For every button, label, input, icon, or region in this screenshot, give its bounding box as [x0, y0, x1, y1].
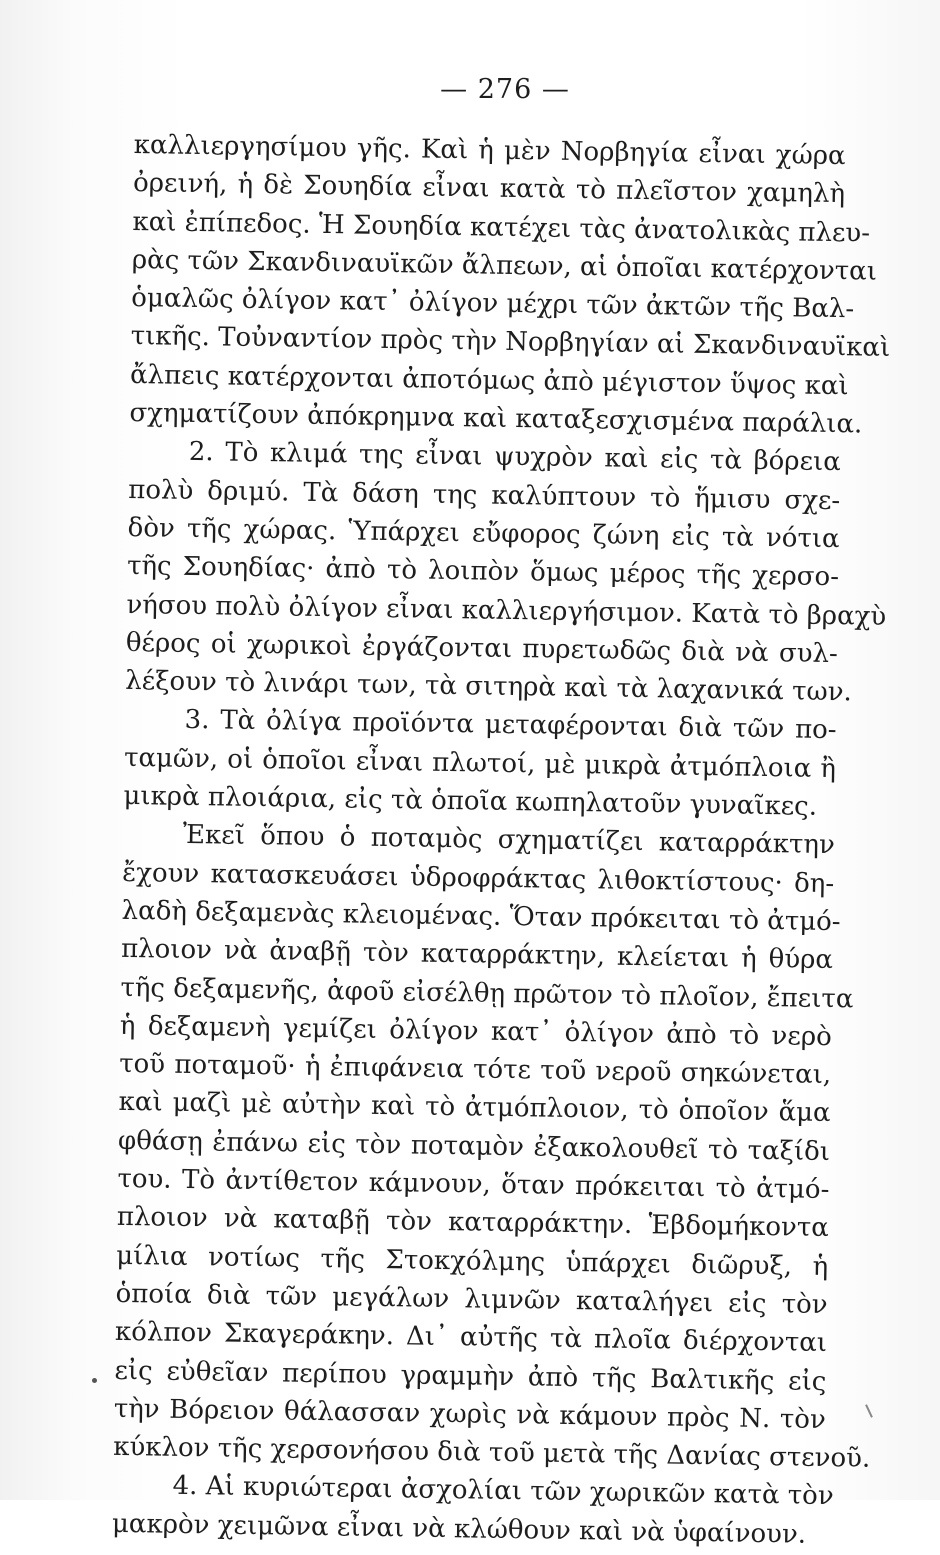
text-line: ὁποία διὰ τῶν μεγάλων λιμνῶν καταλήγει εἰς τὸν — [115, 1278, 828, 1320]
text-line: Ἐκεῖ ὅπου ὁ ποταμὸς σχηματίζει καταρράκτην — [182, 820, 836, 861]
ink-speck — [92, 1378, 97, 1383]
text-line: ἡ δεξαμενὴ γεμίζει ὀλίγον κατ᾽ ὀλίγον ἀπὸ τὸ νερὸ — [119, 1010, 833, 1052]
text-line: 3. Τὰ ὀλίγα προϊόντα μεταφέρονται διὰ τῶν πο- — [184, 705, 837, 746]
text-line: καλλιεργησίμου γῆς. Καὶ ἡ μὲν Νορβηγία εἶναι χώρα — [133, 129, 846, 172]
text-line: κύκλον τῆς χερσονήσου διὰ τοῦ μετὰ τῆς Δανίας στενοῦ. — [113, 1431, 871, 1474]
text-line: νήσου πολὺ ὀλίγον εἶναι καλλιεργήσιμον. Κατὰ τὸ βραχὺ — [126, 589, 887, 632]
text-line: λέξουν τὸ λινάρι των, τὰ σιτηρὰ καὶ τὰ λαχανικά των. — [125, 666, 853, 708]
text-line: δὸν τῆς χώρας. Ὑπάρχει εὔφορος ζώνη εἰς τὰ νότια — [127, 512, 840, 555]
text-line: καὶ μαζὶ μὲ αὐτὴν καὶ τὸ ἀτμόπλοιον, τὸ ὁποῖον ἅμα — [118, 1087, 831, 1129]
text-line: ὁμαλῶς ὀλίγον κατ᾽ ὀλίγον μέχρι τῶν ἀκτῶν τῆς Βαλ- — [131, 283, 855, 325]
ink-mark — [865, 1404, 873, 1418]
text-line: λαδὴ δεξαμενὰς κλειομένας. Ὅταν πρόκειται τὸ ἀτμό- — [121, 895, 841, 938]
text-line: 4. Αἱ κυριώτεραι ἀσχολίαι τῶν χωρικῶν κατὰ τὸν — [172, 1471, 834, 1512]
text-line: μακρὸν χειμῶνα εἶναι νὰ κλώθουν καὶ νὰ ὑφαίνουν. — [111, 1508, 807, 1550]
text-line: ρὰς τῶν Σκανδιναυϊκῶν ἄλπεων, αἱ ὁποῖαι κατέρχονται — [131, 244, 878, 287]
text-line: τῆς δεξαμενῆς, ἀφοῦ εἰσέλθῃ πρῶτον τὸ πλοῖον, ἔπειτα — [120, 972, 854, 1014]
text-line: σχηματίζουν ἀπόκρημνα καὶ καταξεσχισμένα παράλια. — [129, 398, 863, 440]
page-number: — 276 — — [440, 74, 570, 105]
text-line: πλοιον νὰ ἀναβῇ τὸν καταρράκτην, κλείεται ἡ θύρα — [120, 934, 834, 976]
text-line: εἰς εὐθεῖαν περίπου γραμμὴν ἀπὸ τῆς Βαλτικῆς εἰς — [114, 1355, 827, 1397]
text-line: ὀρεινή, ἡ δὲ Σουηδία εἶναι κατὰ τὸ πλεῖστον χαμηλὴ — [132, 168, 846, 210]
text-line: πολὺ δριμύ. Τὰ δάση της καλύπτουν τὸ ἥμισυ σχε- — [128, 474, 841, 516]
text-line: 2. Τὸ κλιμά της εἶναι ψυχρὸν καὶ εἰς τὰ βόρεια — [188, 437, 842, 478]
text-line: θέρος οἱ χωρικοὶ ἐργάζονται πυρετωδῶς διὰ νὰ συλ- — [125, 627, 839, 669]
text-line: ἔχουν κατασκευάσει ὑδροφράκτας λιθοκτίστους· δη- — [122, 857, 835, 899]
text-line: ἄλπεις κατέρχονται ἀποτόμως ἀπὸ μέγιστον ὕψος καὶ — [129, 359, 849, 402]
body-text — [111, 126, 891, 1554]
text-line: ταμῶν, οἱ ὁποῖοι εἶναι πλωτοί, μὲ μικρὰ ἀτμόπλοια ἢ — [123, 742, 837, 784]
text-line: πλοιον νὰ καταβῇ τὸν καταρράκτην. Ἑβδομήκοντα — [116, 1202, 830, 1244]
text-line: μικρὰ πλοιάρια, εἰς τὰ ὁποῖα κωπηλατοῦν γυναῖκες. — [123, 780, 818, 822]
text-line: τῆς Σουηδίας· ἀπὸ τὸ λοιπὸν ὅμως μέρος τῆς χερσο- — [126, 551, 840, 593]
text-line: μίλια νοτίως τῆς Στοκχόλμης ὑπάρχει διῶρυξ, ἡ — [116, 1240, 829, 1282]
text-line: κόλπον Σκαγεράκην. Δι᾽ αὐτῆς τὰ πλοῖα διέρχονται — [114, 1317, 828, 1359]
text-line: του. Τὸ ἀντίθετον κάμνουν, ὅταν πρόκειται τὸ ἀτμό- — [117, 1163, 830, 1206]
text-line: καὶ ἐπίπεδος. Ἡ Σουηδία κατέχει τὰς ἀνατολικὰς πλευ- — [132, 206, 871, 249]
text-line: τικῆς. Τοὐναντίον πρὸς τὴν Νορβηγίαν αἱ Σκανδιναυϊκαὶ — [130, 321, 891, 364]
text-line: τὴν Βόρειον θάλασσαν χωρὶς νὰ κάμουν πρὸς Ν. τὸν — [113, 1393, 826, 1435]
text-line: τοῦ ποταμοῦ· ἡ ἐπιφάνεια τότε τοῦ νεροῦ σηκώνεται, — [119, 1049, 832, 1091]
text-line: φθάσῃ ἐπάνω εἰς τὸν ποταμὸν ἐξακολουθεῖ τὸ ταξίδι — [117, 1125, 831, 1167]
